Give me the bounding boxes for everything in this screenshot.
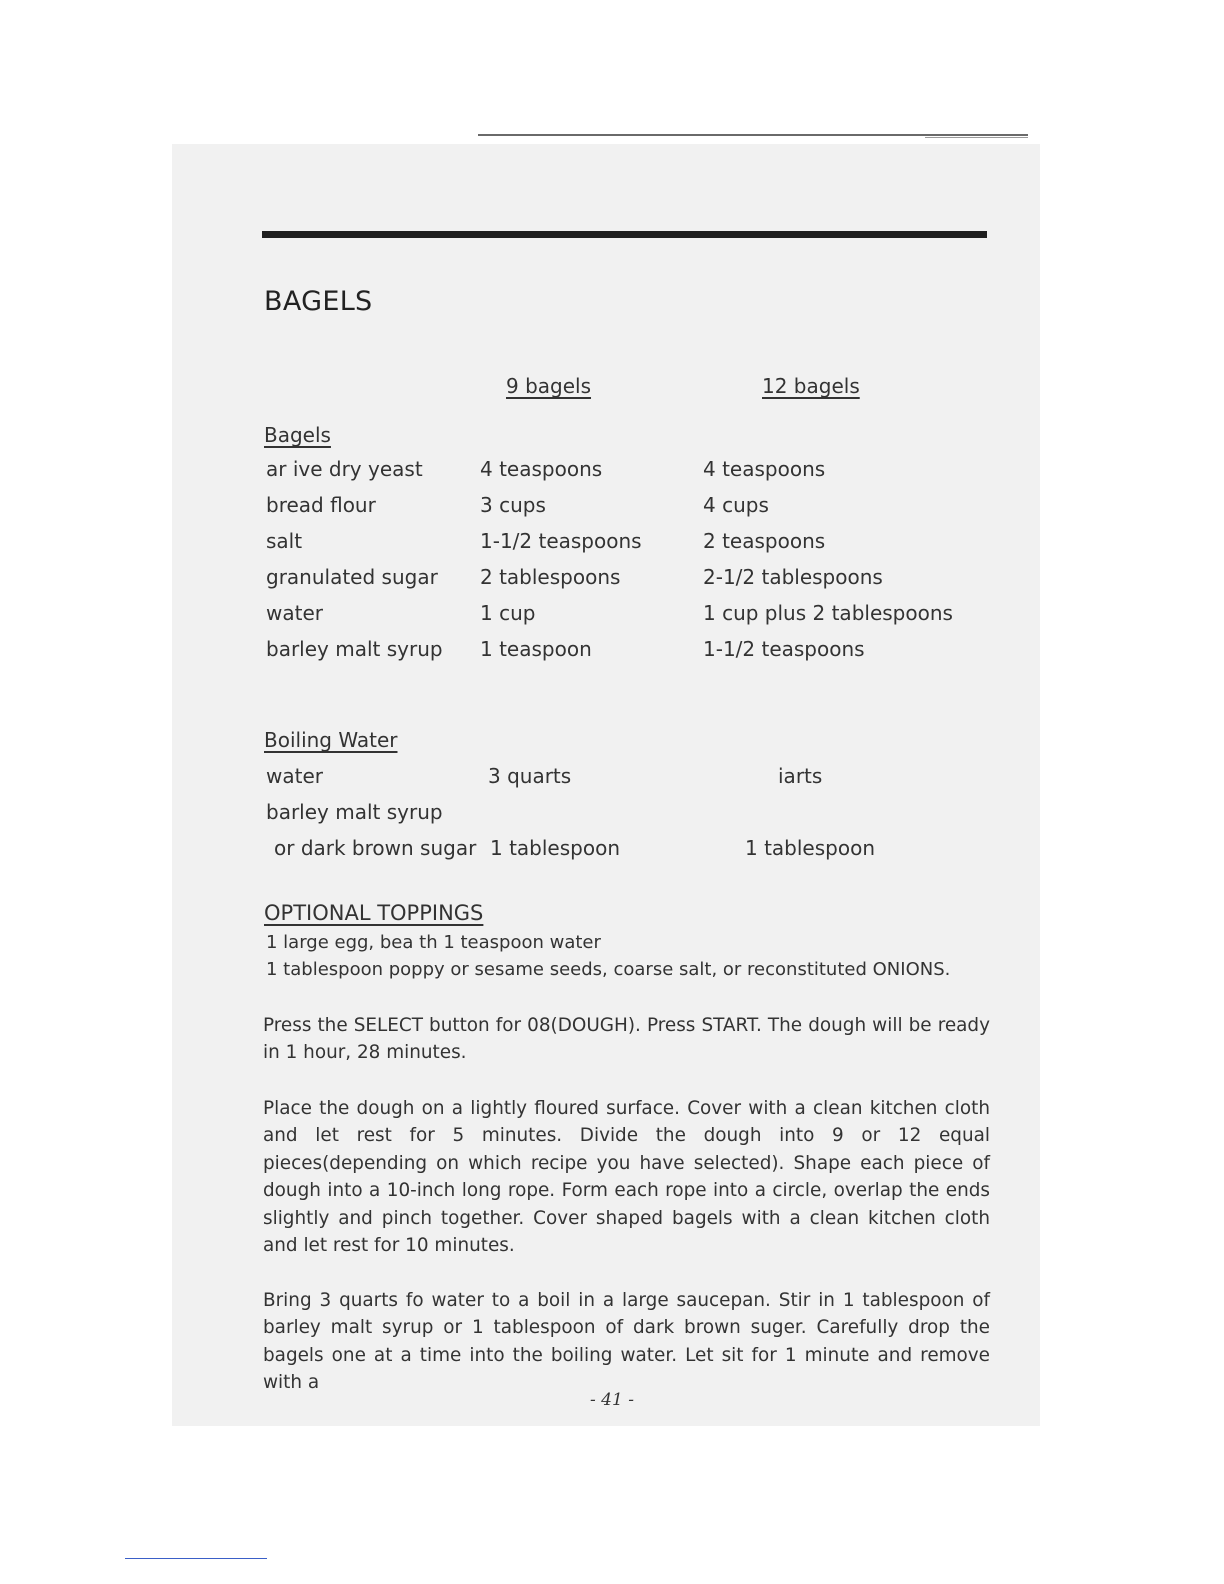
top-rule-thin — [478, 134, 1028, 136]
instruction-paragraph: Press the SELECT button for 08(DOUGH). Press START. The dough will be ready in 1 hour, 28 minutes. — [263, 1015, 990, 1064]
topping-line: 1 large egg, bea th 1 teaspoon water — [266, 932, 601, 953]
section-heading-boiling-water: Boiling Water — [264, 728, 398, 752]
header-rule — [262, 231, 987, 238]
ingredient-name: water — [266, 601, 323, 625]
instruction-paragraph: Place the dough on a lightly floured surface. Cover with a clean kitchen cloth and let rest for 5 minutes. Divide the dough into 9 or 12 equal pieces(depending on which recipe you have selected). Shape each piece of dough into a 10-inch long rope. Form each rope into a circle, overlap the ends slightly and pinch together. Cover shaped bagels with a clean kitchen cloth and let rest for 10 minutes. — [263, 1098, 990, 1257]
amount-9: 4 teaspoons — [480, 457, 603, 481]
amount-12: 2-1/2 tablespoons — [703, 565, 883, 589]
column-header-12-bagels: 12 bagels — [762, 374, 860, 398]
amount-9: 1 cup — [480, 601, 536, 625]
amount-12: 2 teaspoons — [703, 529, 826, 553]
amount-12: 4 cups — [703, 493, 769, 517]
ingredient-name: salt — [266, 529, 303, 553]
ingredient-name: barley malt syrup — [266, 637, 443, 661]
amount-9: 3 cups — [480, 493, 546, 517]
section-heading-optional-toppings: OPTIONAL TOPPINGS — [264, 901, 484, 925]
ingredient-name: water — [266, 764, 323, 788]
amount-12: 1 cup plus 2 tablespoons — [703, 601, 953, 625]
page-number: - 41 - — [590, 1390, 634, 1410]
top-rule-thin-secondary — [925, 137, 1028, 138]
ingredient-name: granulated sugar — [266, 565, 438, 589]
amount-12: 4 teaspoons — [703, 457, 826, 481]
amount-9: 1-1/2 teaspoons — [480, 529, 642, 553]
amount-12: iarts — [778, 764, 823, 788]
section-heading-bagels: Bagels — [264, 423, 331, 447]
bottom-rule — [125, 1558, 267, 1559]
topping-line: 1 tablespoon poppy or sesame seeds, coarse salt, or reconstituted ONIONS. — [266, 959, 951, 980]
instruction-paragraph: Bring 3 quarts fo water to a boil in a large saucepan. Stir in 1 tablespoon of barley malt syrup or 1 tablespoon of dark brown suger. Carefully drop the bagels one at a time into the boiling water. Let sit for 1 minute and remove with a — [263, 1290, 990, 1394]
amount-9: 2 tablespoons — [480, 565, 621, 589]
ingredient-name: barley malt syrup — [266, 800, 443, 824]
amount-9: 1 tablespoon — [490, 836, 620, 860]
amount-12: 1 tablespoon — [745, 836, 875, 860]
ingredient-name: bread flour — [266, 493, 376, 517]
amount-9: 1 teaspoon — [480, 637, 592, 661]
amount-12: 1-1/2 teaspoons — [703, 637, 865, 661]
recipe-title: BAGELS — [264, 286, 373, 317]
amount-9: 3 quarts — [488, 764, 572, 788]
ingredient-name: or dark brown sugar — [274, 836, 477, 860]
ingredient-name: ar ive dry yeast — [266, 457, 423, 481]
column-header-9-bagels: 9 bagels — [506, 374, 592, 398]
